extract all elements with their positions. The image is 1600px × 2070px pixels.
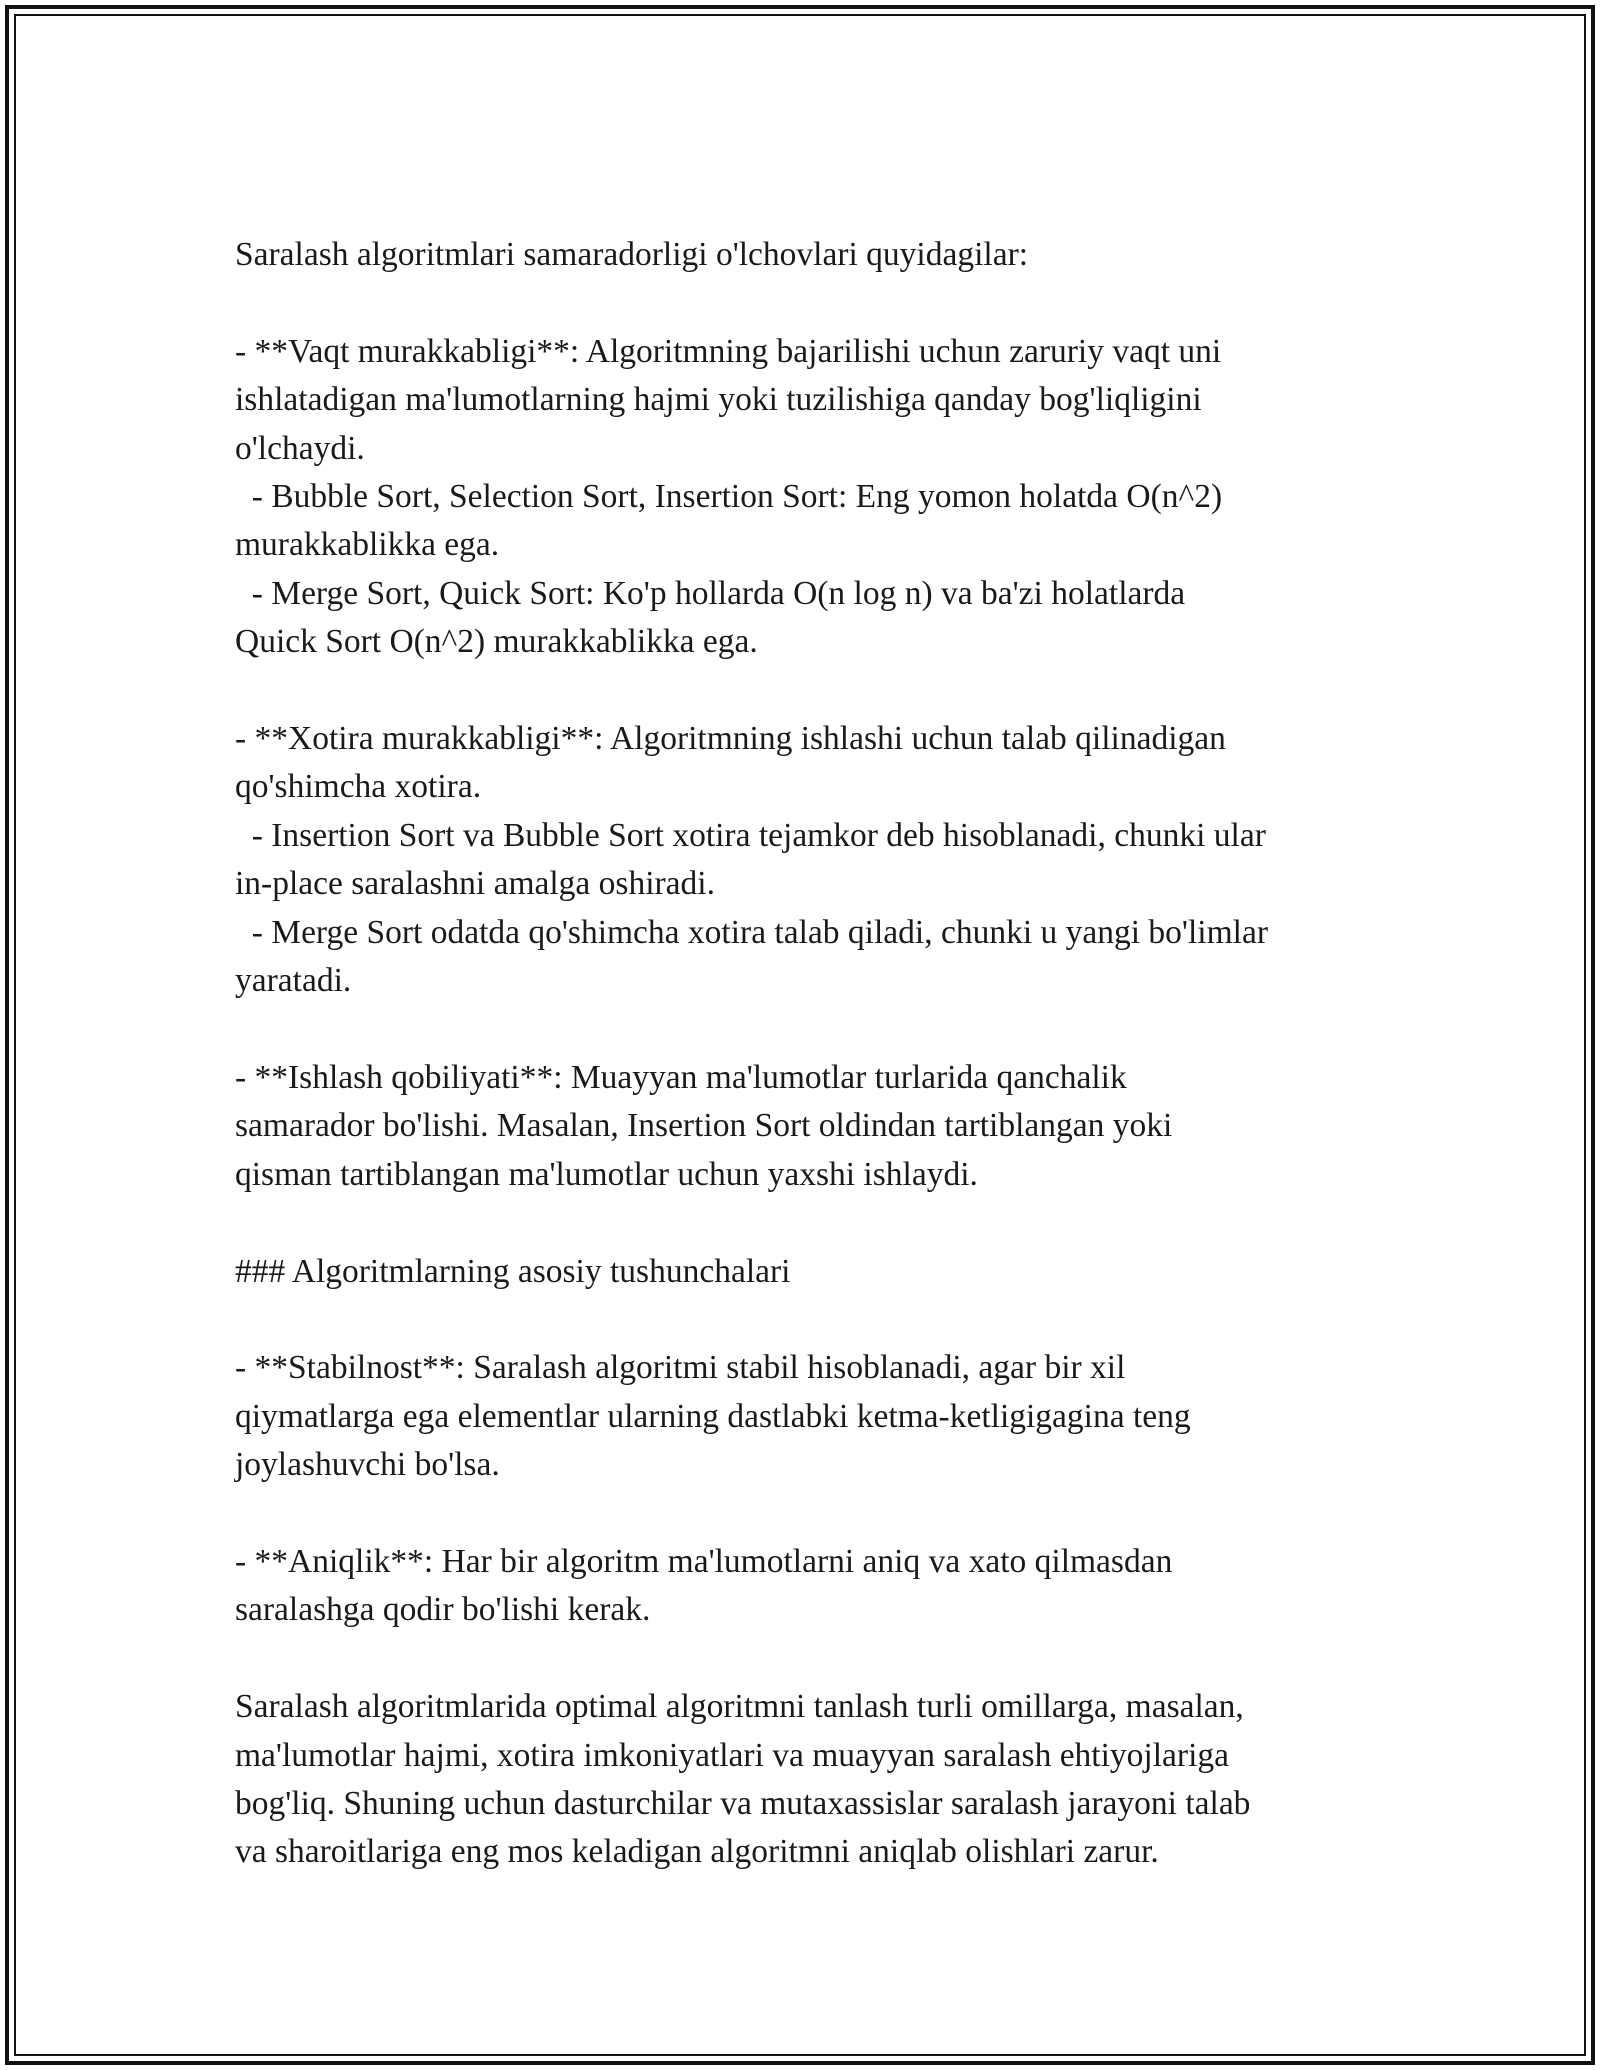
document-body-text: Saralash algoritmlari samaradorligi o'lchovlari quyidagilar: - **Vaqt murakkabligi**: Algoritmning bajarilishi uchun zaruriy vaqt uni ishlatadigan ma'lumotlarning hajmi yoki tuzilishiga qanday bog'liqligini o'lchaydi. - Bubble Sort, Selection Sort, Insertion Sort: Eng yomon holatda O(n^2) murakkablikka ega. - Merge Sort, Quick Sort: Ko'p hollarda O(n log n) va ba'zi holatlarda Quick Sort O(n^2) murakkablikka ega. - **Xotira murakkabligi**: Algoritmning ishlashi uchun talab qilinadigan qo'shimcha xotira. - Insertion Sort va Bubble Sort xotira tejamkor deb hisoblanadi, chunki ular in-place saralashni amalga oshiradi. - Merge Sort odatda qo'shimcha xotira talab qiladi, chunki u yangi bo'limlar yaratadi. - **Ishlash qobiliyati**: Muayyan ma'lumotlar turlarida qanchalik samarador bo'lishi. Masalan, Insertion Sort oldindan tartiblangan yoki qisman tartiblangan ma'lumotlar uchun yaxshi ishlaydi. ### Algoritmlarning asosiy tushunchalari - **Stabilnost**: Saralash algoritmi stabil hisoblanadi, agar bir xil qiymatlarga ega elementlar ularning dastlabki ketma-ketligigagina teng joylashuvchi bo'lsa. - **Aniqlik**: Har bir algoritm ma'lumotlarni aniq va xato qilmasdan saralashga qodir bo'lishi kerak. Saralash algoritmlarida optimal algoritmni tanlash turli omillarga, masalan, ma'lumotlar hajmi, xotira imkoniyatlari va muayyan saralash ehtiyojlariga bog'liq. Shuning uchun dasturchilar va mutaxassislar saralash jarayoni talab va sharoitlariga eng mos keladigan algoritmni aniqlab olishlari zarur. <box>235 236 1268 1871</box>
